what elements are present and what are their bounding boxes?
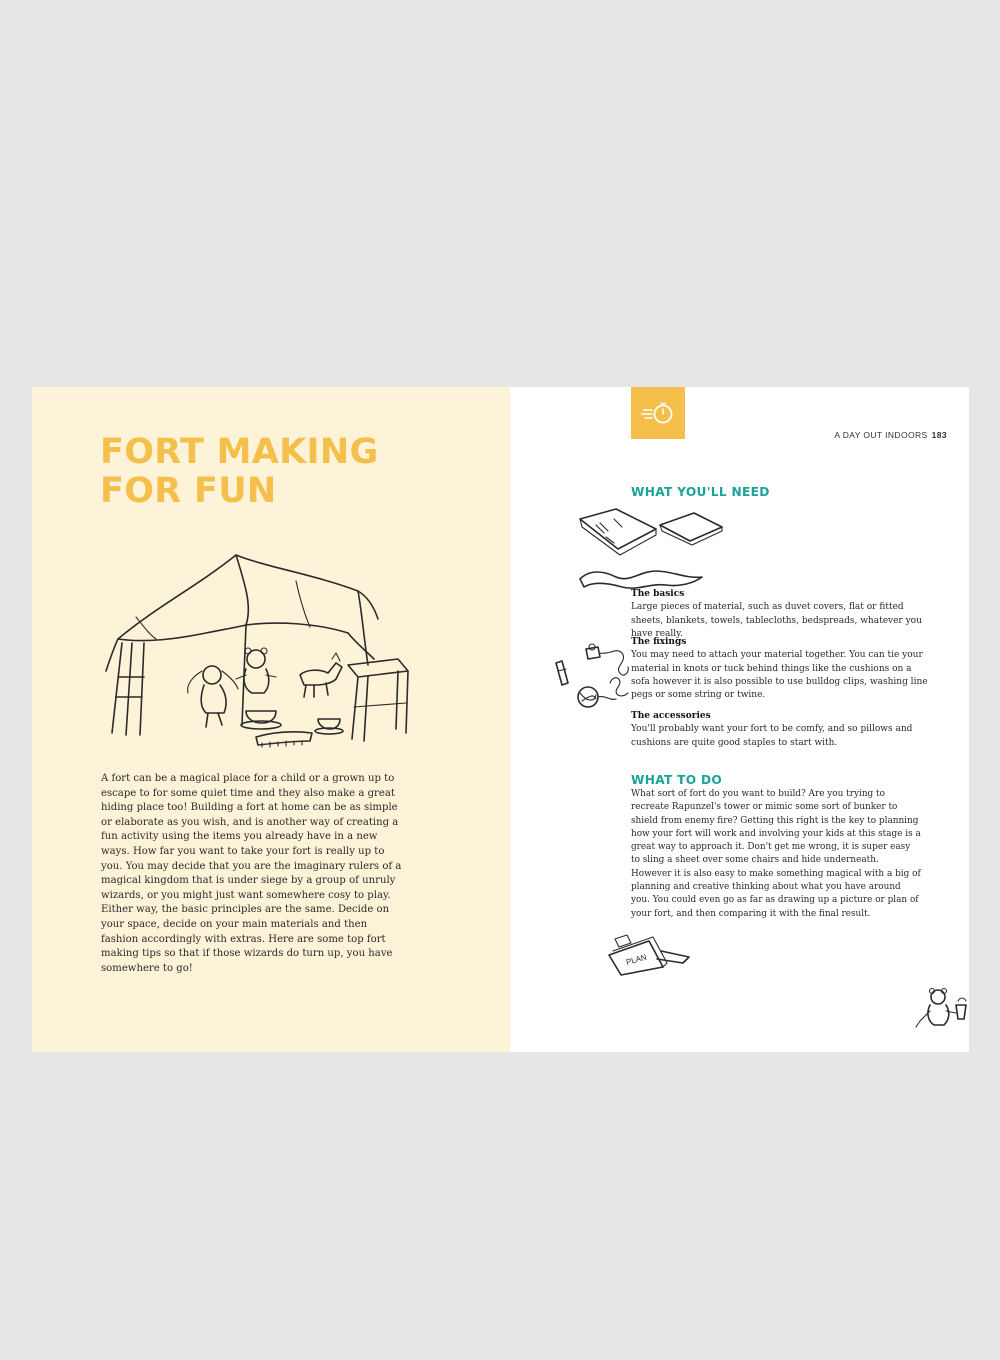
clips-and-twine-illustration (552, 643, 640, 713)
accessories-label: The accessories (631, 711, 711, 721)
left-page (32, 387, 510, 1052)
fixings-label: The fixings (631, 637, 687, 647)
right-page (510, 387, 969, 1052)
badge (631, 387, 685, 439)
basics-text: Large pieces of material, such as duvet covers, flat or fitted sheets, blankets, towels, tablecloths, bedspreads, whatever you have really. (631, 602, 922, 639)
fixings-text: You may need to attach your material together. You can tie your material in knots or tuck behind things like the cushions on a sofa however it is also possible to use bulldog clips, washing line pegs or some string or twine. (631, 650, 928, 701)
accessories-text: You'll probably want your fort to be comfy, and so pillows and cushions are quite good staples to start with. (631, 724, 913, 748)
what-youll-need-heading: WHAT YOU'LL NEED (631, 485, 770, 499)
tent-fort-illustration (96, 547, 416, 747)
running-head-title: A DAY OUT INDOORS (834, 430, 928, 440)
plan-sketch-label: PLAN (625, 952, 648, 967)
teddy-with-net-illustration (912, 987, 972, 1031)
title-line-2: FOR FUN (100, 471, 277, 511)
title-line-1: FORT MAKING (100, 432, 379, 472)
running-head (834, 430, 947, 440)
accessories-section (631, 710, 931, 750)
plan-sketch-illustration (605, 933, 695, 979)
basics-section (631, 588, 931, 641)
stopwatch-icon (642, 400, 674, 426)
page-number: 183 (931, 430, 947, 440)
what-to-do-text: What sort of fort do you want to build? Are you trying to recreate Rapunzel's tower or mimic some sort of bunker to shield from enemy fire? Getting this right is the key to planning how your fort will work and involving your kids at this stage is a great way to approach it. Don't get me wrong, it is super easy to sling a sheet over some chairs and hide underneath. However it is also easy to make something magical with a big of planning and creative thinking about what you have around you. You could even go as far as drawing up a picture or plan of your fort, and then comparing it with the final result. (631, 789, 921, 919)
page-title (100, 433, 378, 511)
fabric-illustration (576, 507, 726, 591)
book-spread (32, 387, 969, 1052)
what-to-do-heading: WHAT TO DO (631, 773, 723, 787)
basics-label: The basics (631, 589, 685, 599)
intro-paragraph: A fort can be a magical place for a child or a grown up to escape to for some quiet time and they also make a great hiding place too! Building a fort at home can be as simple or elaborate as you wish, and is another way of creating a fun activity using the items you already have in a new ways. How far you want to take your fort is really up to you. You may decide that you are the imaginary rulers of a magical kingdom that is under siege by a group of unruly wizards, or you might just want somewhere cosy to play. Either way, the basic principles are the same. Decide on your space, decide on your main materials and then fashion accordingly with extras. Here are some top fort making tips so that if those wizards do turn up, you have somewhere to go! (101, 773, 402, 974)
fixings-section (631, 636, 931, 702)
